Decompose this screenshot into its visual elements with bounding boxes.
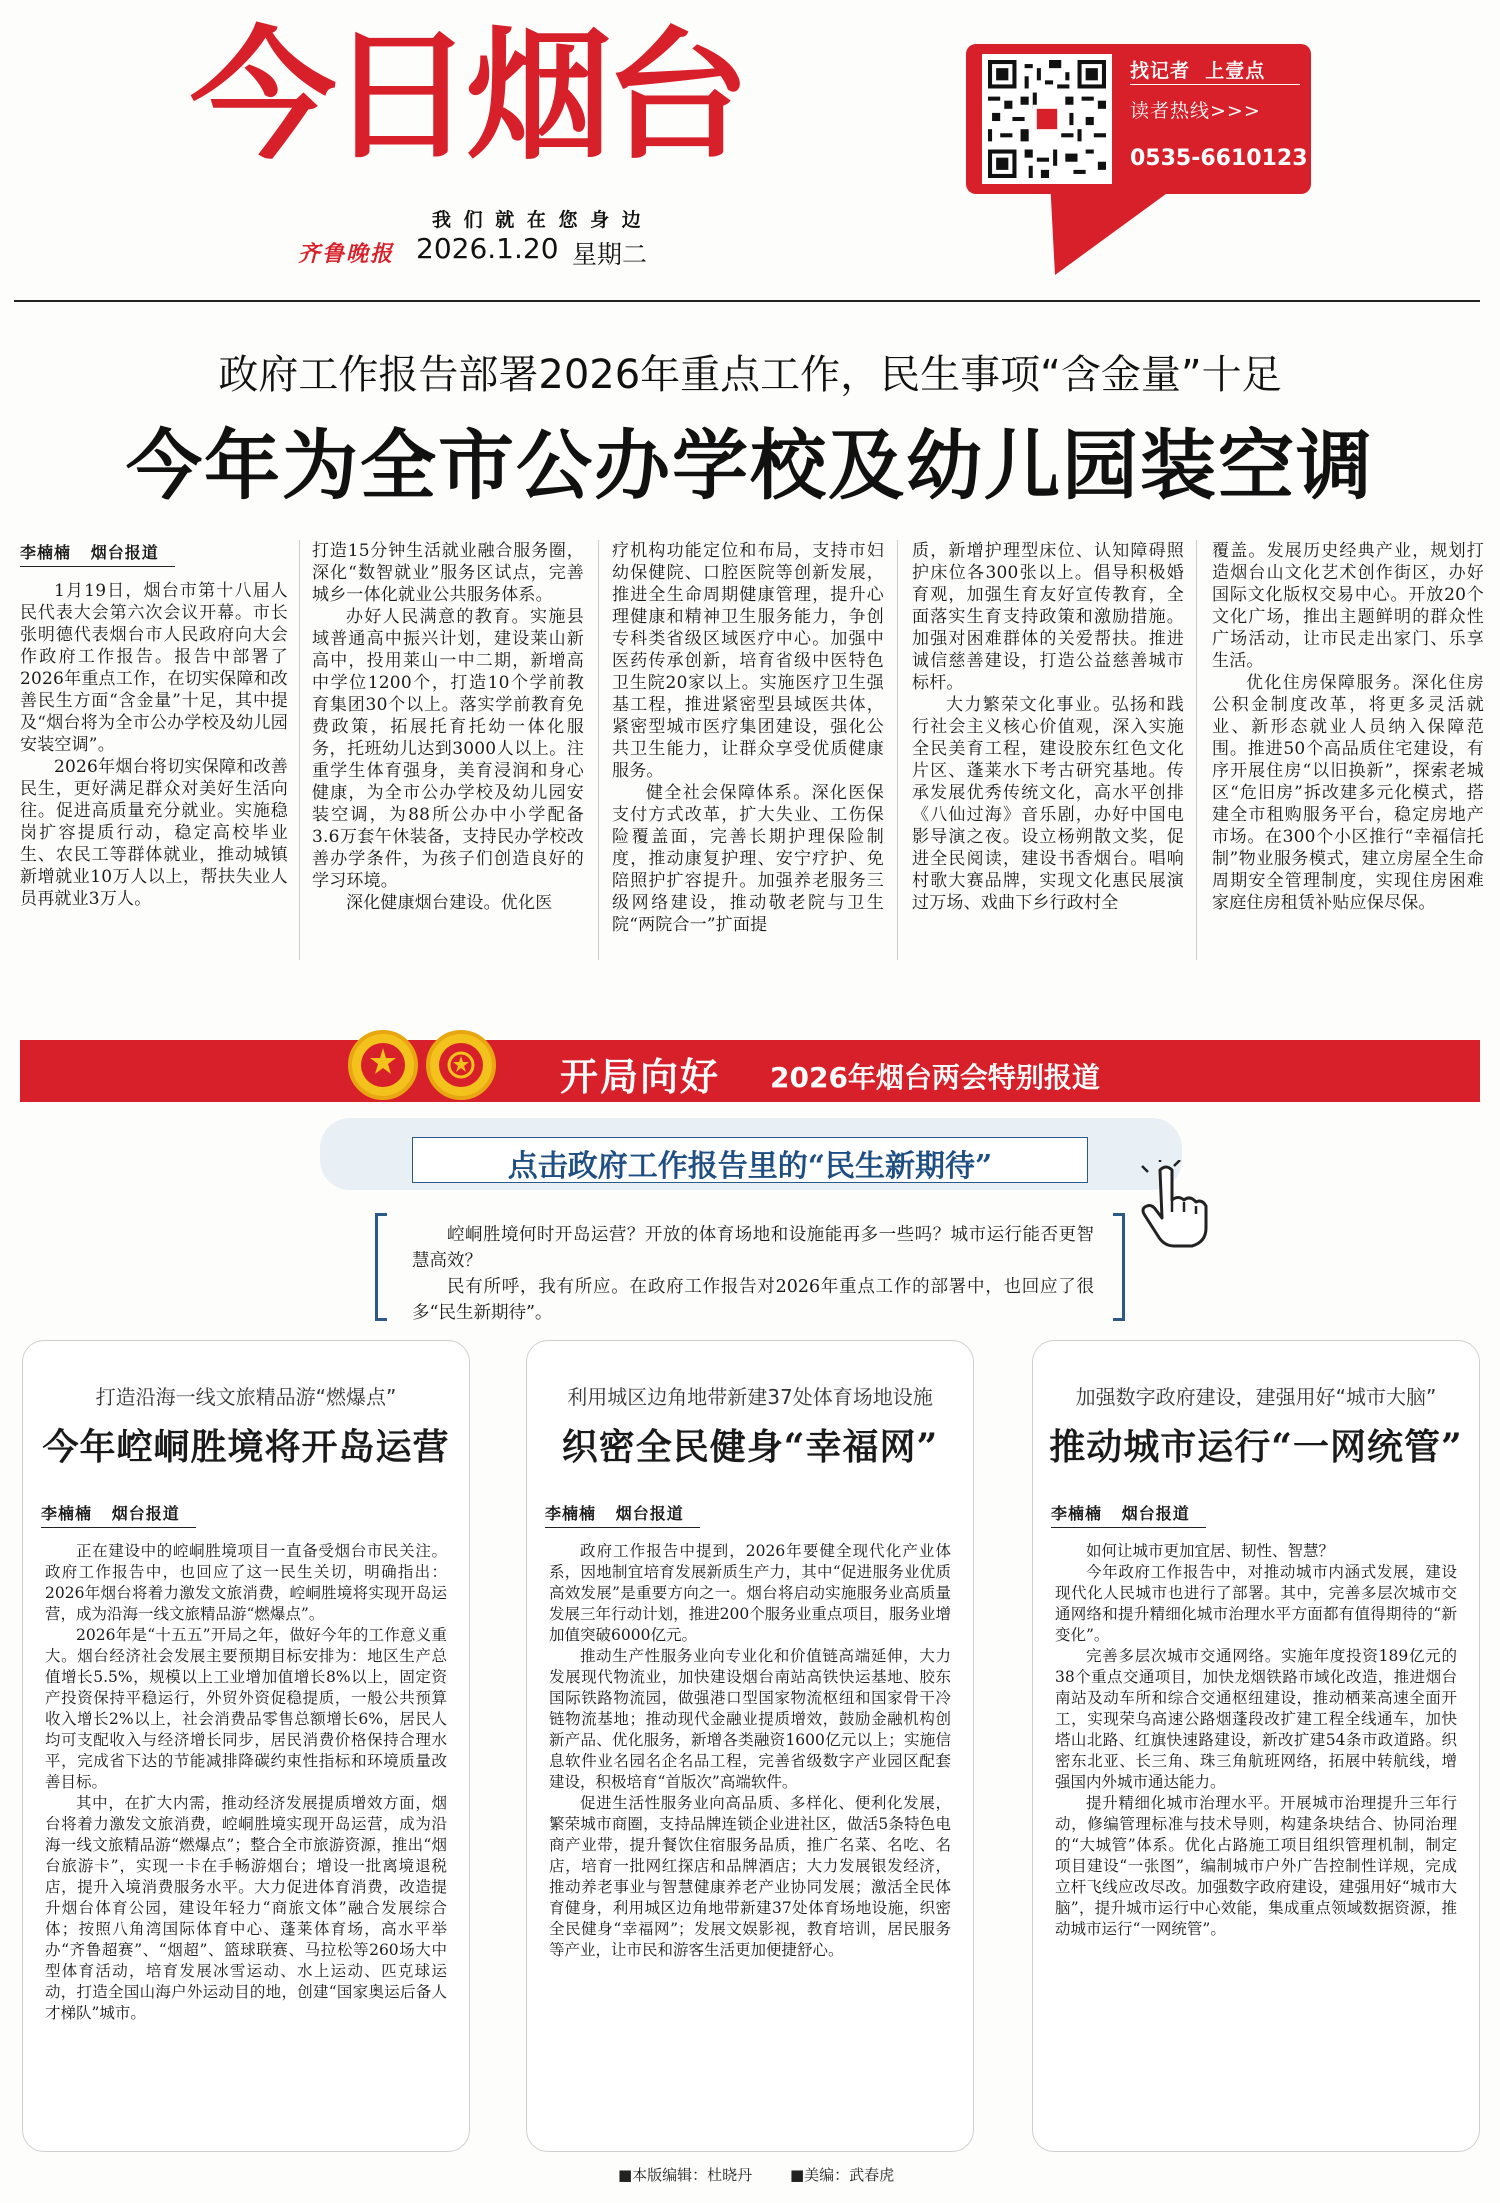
qr-code[interactable]: [982, 54, 1112, 184]
story-body: [45, 1541, 447, 2141]
intro-text: [412, 1222, 1094, 1326]
party-emblem-icon: [348, 1030, 418, 1100]
lead-col1-para: 1月19日，烟台市第十八届人民代表大会第六次会议开幕。市长张明德代表烟台市人民政府向大会作政府工作报告。报告中部署了2026年重点工作，在切实保障和改善民生方面“含金量”十足，其中提及“烟台将为全市公办学校及幼儿园安装空调”。: [20, 581, 288, 755]
footer-designer: ■美编：武春虎: [790, 2166, 895, 2184]
story-para: 如何让城市更加宜居、韧性、智慧？: [1086, 1542, 1335, 1560]
lead-col3-para: 疗机构功能定位和布局，支持市妇幼保健院、口腔医院等创新发展，推进全生命周期健康管理，提升心理健康和精神卫生服务能力，争创专科类省级区域医疗中心。加强中医药传承创新，培育省级中医特色卫生院20家以上。实施医疗卫生强基工程，推进紧密型县域医共体，紧密型城市医疗集团建设，强化公共卫生能力，让群众享受优质健康服务。: [612, 541, 884, 781]
story-body: [1055, 1541, 1457, 2141]
intro-bracket-left: [375, 1213, 387, 1321]
lead-column-4: [912, 540, 1184, 966]
story-kicker: 加强数字政府建设，建强用好“城市大脑”: [1075, 1385, 1437, 1409]
lead-col3-para: 健全社会保障体系。深化医保支付方式改革，扩大失业、工伤保险覆盖面，完善长期护理保险制度，推动康复护理、安宁疗护、免陪照护扩容提升。加强养老服务三级网络建设，推动敬老院与卫生院“两院合一”扩面提: [612, 783, 884, 935]
lead-column-2: [312, 540, 584, 966]
footer-editor: ■本版编辑：杜晓丹: [618, 2166, 753, 2184]
lead-column-5: [1212, 540, 1484, 966]
story-para: 推动生产性服务业向专业化和价值链高端延伸，大力发展现代物流业，加快建设烟台南站高铁快运基地、胶东国际铁路物流园，做强港口型国家物流枢纽和国家骨干冷链物流基地；推动现代金融业提质增效，鼓励金融机构创新产品、优化服务，新增各类融资1600亿元以上；实施信息软件业名园名企名品工程，完善省级数字产业园区配套建设，积极培育“首版次”高端软件。: [549, 1647, 951, 1791]
story-para: 政府工作报告中提到，2026年要健全现代化产业体系，因地制宜培育发展新质生产力，其中“促进服务业优质高效发展”是重要方向之一。烟台将启动实施服务业高质量发展三年行动计划，推进200个服务业重点项目，服务业增加值突破6000亿元。: [549, 1542, 951, 1644]
qr-code-icon: [988, 60, 1106, 178]
column-rule: [897, 540, 898, 960]
lead-col1-para: 2026年烟台将切实保障和改善民生，更好满足群众对美好生活向往。促进高质量充分就业。实施稳岗扩容提质行动，稳定高校毕业生、农民工等群体就业，推动城镇新增就业10万人以上，帮扶失业人员再就业3万人。: [20, 757, 288, 909]
lead-col4-para: 质，新增护理型床位、认知障碍照护床位各300张以上。倡导积极婚育观，加强生育友好宣传教育，全面落实生育支持政策和激励措施。加强对困难群体的关爱帮扶。推进诚信慈善建设，打造公益慈善城市标杆。: [912, 541, 1184, 693]
headline-title: 今年为全市公办学校及幼儿园装空调: [126, 421, 1374, 510]
story-para: 提升精细化城市治理水平。开展城市治理提升三年行动，修编管理标准与技术导则，构建条块结合、协同治理的“大城管”体系。优化占路施工项目组织管理机制，制定项目建设“一张图”，编制城市户外广告控制性详规，完成立杆飞线应改尽改。加强数字政府建设，建强用好“城市大脑”，提升城市运行中心效能，集成重点领域数据资源，推动城市运行“一网统管”。: [1055, 1794, 1457, 1938]
story-para: 完善多层次城市交通网络。实施年度投资189亿元的38个重点交通项目，加快龙烟铁路市域化改造，推进烟台南站及动车所和综合交通枢纽建设，推动栖莱高速全面开工，实现荣乌高速公路烟蓬段改扩建工程全线通车，加快塔山北路、红旗快速路建设，新改扩建54条市政道路。织密东北亚、长三角、珠三角航班网络，拓展中转航线，增强国内外城市通达能力。: [1055, 1647, 1457, 1791]
masthead-weekday: 星期二: [572, 240, 648, 269]
story-body: [549, 1541, 951, 2141]
story-card: [526, 1340, 974, 2152]
lead-byline: 李楠楠 烟台报道: [20, 540, 175, 567]
intro-para: 崆峒胜境何时开岛运营？开放的体育场地和设施能再多一些吗？城市运行能否更智慧高效？: [412, 1225, 1094, 1271]
cppcc-emblem-icon: [426, 1030, 496, 1100]
click-box-label: 点击政府工作报告里的“民生新期待”: [507, 1149, 993, 1184]
promo-line2: 读者热线>>>: [1130, 100, 1261, 122]
story-kicker: 利用城区边角地带新建37处体育场地设施: [567, 1385, 933, 1409]
promo-box-tail: [1050, 180, 1190, 280]
story-para: 今年政府工作报告中，对推动城市内涵式发展，建设现代化人民城市也进行了部署。其中，完善多层次城市交通网络和提升精细化城市治理水平方面都有值得期待的“新变化”。: [1055, 1563, 1457, 1644]
lead-col5-para: 优化住房保障服务。深化住房公积金制度改革，将更多灵活就业、新形态就业人员纳入保障范围。推进50个高品质住宅建设，有序开展住房“以旧换新”，探索老城区“危旧房”拆改建多元化模式，搭建全市租购服务平台，稳定房地产市场。在300个小区推行“幸福信托制”物业服务模式，建立房屋全生命周期安全管理制度，实现住房困难家庭住房租赁补贴应保尽保。: [1212, 673, 1484, 913]
story-title: 推动城市运行“一网统管”: [1049, 1426, 1463, 1468]
lead-col2-para: 办好人民满意的教育。实施县域普通高中振兴计划，建设莱山新高中，投用莱山一中二期，新增高中学位1200个，打造10个学前教育集团30个以上。落实学前教育免费政策，拓展托育托幼一体化服务，托班幼儿达到3000人以上。注重学生体育强身，美育浸润和身心健康，为全市公办学校及幼儿园安装空调，为88所公办中小学配备3.6万套午休装备，支持民办学校改善办学条件，为孩子们创造良好的学习环境。: [312, 607, 584, 891]
story-para: 促进生活性服务业向高品质、多样化、便利化发展，繁荣城市商圈，支持品牌连锁企业进社区，做活5条特色电商产业带，提升餐饮住宿服务品质，推广名菜、名吃、名店，培育一批网红探店和品牌酒店；大力发展银发经济，推动养老事业与智慧健康养老产业协同发展；激活全民体育健身，利用城区边角地带新建37处体育场地设施，织密全民健身“幸福网”；发展文娱影视，教育培训，居民服务等产业，让市民和游客生活更加便捷舒心。: [549, 1794, 951, 1959]
story-kicker: 打造沿海一线文旅精品游“燃爆点”: [95, 1385, 397, 1409]
lead-col2-para: 深化健康烟台建设。优化医: [346, 893, 553, 913]
lead-col2-para: 打造15分钟生活就业融合服务圈，深化“数智就业”服务区试点，完善城乡一体化就业公共服务体系。: [312, 541, 584, 605]
lead-col4-para: 大力繁荣文化事业。弘扬和践行社会主义核心价值观，深入实施全民美育工程，建设胶东红色文化片区、蓬莱水下考古研究基地。传承发展优秀传统文化，高水平创排《八仙过海》音乐剧，办好中国电影导演之夜。设立杨朔散文奖，促进全民阅读，建设书香烟台。唱响村歌大赛品牌，实现文化惠民展演过万场、戏曲下乡行政村全: [912, 695, 1184, 913]
special-report-banner: [20, 1040, 1480, 1102]
masthead-rule: [14, 300, 1480, 302]
lead-column-3: [612, 540, 884, 966]
story-byline: 李楠楠 烟台报道: [545, 1501, 700, 1528]
column-rule: [299, 540, 300, 960]
story-para: 正在建设中的崆峒胜境项目一直备受烟台市民关注。政府工作报告中，也回应了这一民生关切，明确指出：2026年烟台将着力激发文旅消费，崆峒胜境将实现开岛运营，成为沿海一线文旅精品游“燃爆点”。: [45, 1542, 447, 1623]
story-title: 今年崆峒胜境将开岛运营: [42, 1426, 450, 1468]
story-para: 其中，在扩大内需，推动经济发展提质增效方面，烟台将着力激发文旅消费，崆峒胜境实现开岛运营，成为沿海一线文旅精品游“燃爆点”；整合全市旅游资源，推出“烟台旅游卡”，实现一卡在手畅游烟台；增设一批离境退税店，提升入境消费服务水平。大力促进体育消费，改造提升烟台体育公园，建设年轻力“商旅文体”融合发展综合体；按照八角湾国际体育中心、蓬莱体育场，高水平举办“齐鲁超赛”、“烟超”、篮球联赛、马拉松等260场大中型体育活动，培育发展冰雪运动、水上运动、匹克球运动，打造全国山海户外运动目的地，创建“国家奥运后备人才梯队”城市。: [45, 1794, 447, 2022]
column-rule: [598, 540, 599, 960]
pointing-hand-icon: [1130, 1160, 1210, 1250]
intro-bracket-right: [1113, 1213, 1125, 1321]
promo-divider: [1130, 84, 1300, 85]
lead-column-1: [20, 580, 288, 966]
masthead-title: 今日烟台: [190, 14, 743, 179]
promo-line1: 找记者 上壹点: [1130, 60, 1266, 82]
story-byline: 李楠楠 烟台报道: [1051, 1501, 1206, 1528]
story-card: [22, 1340, 470, 2152]
intro-para: 民有所呼，我有所应。在政府工作报告对2026年重点工作的部署中，也回应了很多“民生新期待”。: [412, 1277, 1094, 1323]
masthead-paper-name: 齐鲁晚报: [298, 241, 395, 267]
story-title: 织密全民健身“幸福网”: [561, 1426, 939, 1468]
reader-hotline[interactable]: 0535-6610123: [1130, 146, 1308, 171]
headline-subtitle: 政府工作报告部署2026年重点工作，民生事项“含金量”十足: [218, 352, 1282, 398]
story-card: [1032, 1340, 1480, 2152]
column-rule: [1196, 540, 1197, 960]
story-para: 2026年是“十五五”开局之年，做好今年的工作意义重大。烟台经济社会发展主要预期目标安排为：地区生产总值增长5.5%，规模以上工业增加值增长8%以上，固定资产投资保持平稳运行，外贸外资促稳提质，一般公共预算收入增长2%以上，社会消费品零售总额增长6%，居民人均可支配收入与经济增长同步，居民消费价格保持合理水平，完成省下达的节能减排降碳约束性指标和环境质量改善目标。: [45, 1626, 447, 1791]
story-byline: 李楠楠 烟台报道: [41, 1501, 196, 1528]
masthead-date: 2026.1.20: [416, 232, 559, 265]
banner-title: 开局向好: [560, 1055, 721, 1099]
lead-col5-para: 覆盖。发展历史经典产业，规划打造烟台山文化艺术创作街区，办好国际文化版权交易中心。开放20个文化广场，推出主题鲜明的群众性广场活动，让市民走出家门、乐享生活。: [1212, 541, 1484, 671]
masthead-slogan: 我 们 就 在 您 身 边: [432, 209, 644, 231]
banner-subtitle: 2026年烟台两会特别报道: [770, 1061, 1100, 1094]
